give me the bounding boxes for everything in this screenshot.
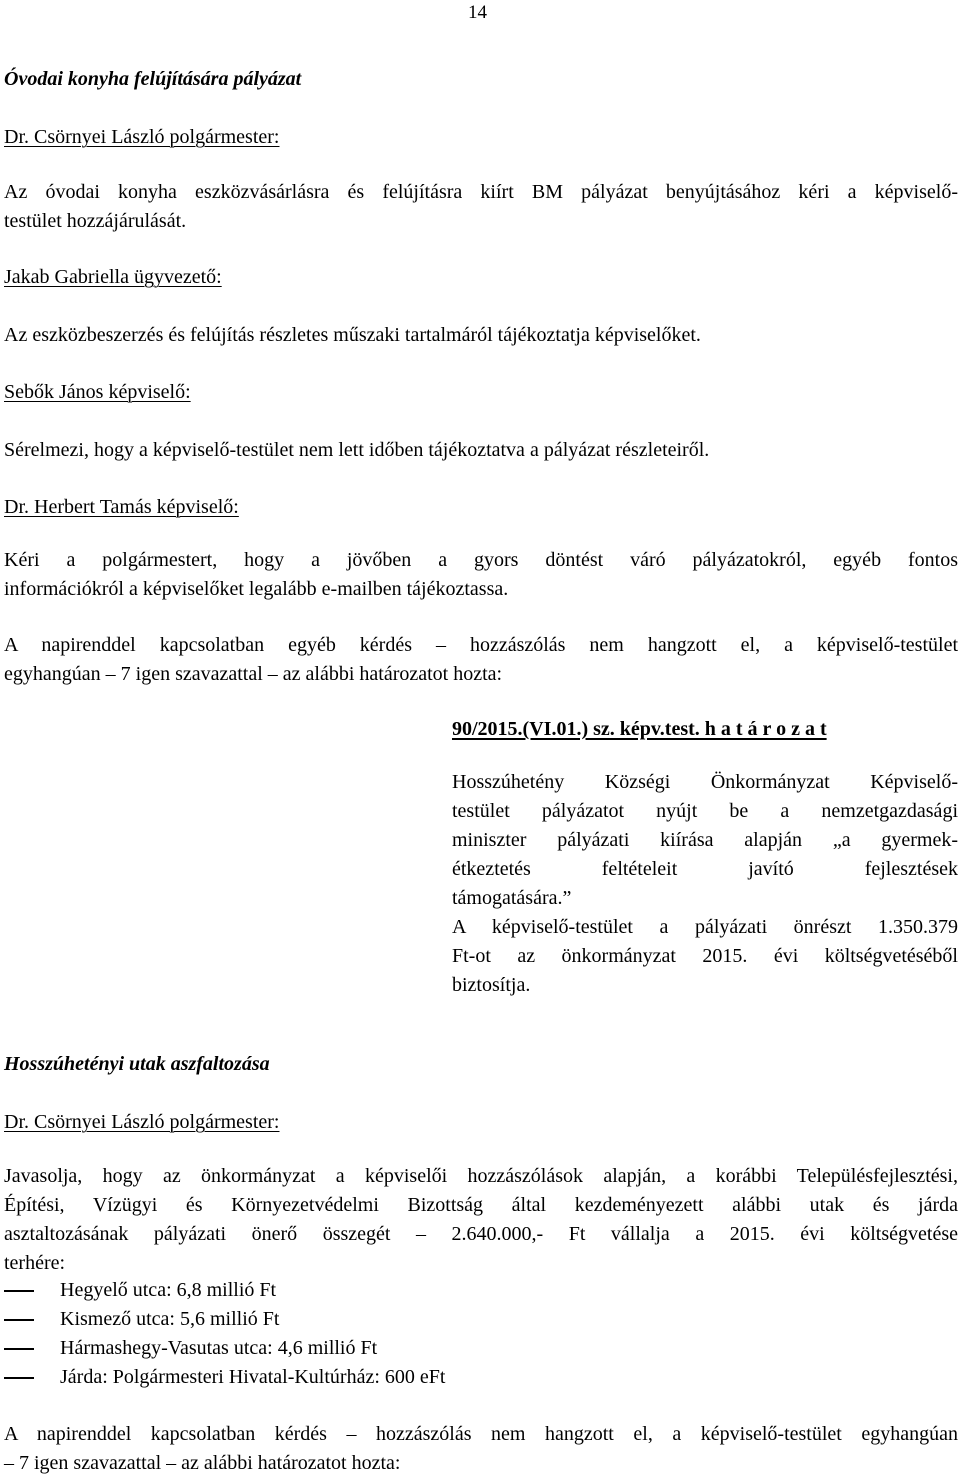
paragraph-line: Az óvodai konyha eszközvásárlásra és felújításra kiírt BM pályázat benyújtásához kéri a képviselő- (4, 181, 958, 203)
list-item-text: Hegyelő utca: 6,8 millió Ft (60, 1279, 277, 1301)
paragraph-line: Építési, Vízügyi és Környezetvédelmi Bizottság által kezdeményezett alábbi utak és járda (4, 1194, 958, 1216)
paragraph-roads-proposal (4, 1162, 958, 1278)
resolution-line: Ft-ot az önkormányzat 2015. évi költségvetéséből (452, 945, 958, 967)
paragraph-line: információkról a képviselőket legalább e-mailben tájékoztassa. (4, 578, 509, 600)
speaker-manager: Jakab Gabriella ügyvezető: (4, 266, 222, 288)
resolution-line: testület pályázatot nyújt be a nemzetgazdasági (452, 800, 958, 822)
dash-bullet-icon (4, 1290, 34, 1292)
resolution-line: Hosszúhetény Községi Önkormányzat Képviselő- (452, 771, 958, 793)
speaker-sebok: Sebők János képviselő: (4, 381, 191, 403)
section-title-roads: Hosszúhetényi utak aszfaltozása (4, 1053, 270, 1075)
paragraph-vote-2 (4, 1420, 958, 1478)
paragraph-line: A napirenddel kapcsolatban kérdés – hozzászólás nem hangzott el, a képviselő-testület egyhangúan (4, 1423, 958, 1445)
dash-bullet-icon (4, 1319, 34, 1321)
resolution-number: 90/2015.(VI.01.) sz. képv.test. h a t á r o z a t (452, 718, 827, 740)
paragraph-line: – 7 igen szavazattal – az alábbi határozatot hozta: (4, 1452, 401, 1474)
paragraph-line: terhére: (4, 1252, 66, 1274)
paragraph-line: A napirenddel kapcsolatban egyéb kérdés – hozzászólás nem hangzott el, a képviselő-testület (4, 634, 958, 656)
resolution-line: miniszter pályázati kiírása alapján „a gyermek- (452, 829, 958, 851)
resolution-line: támogatására.” (452, 887, 572, 909)
paragraph-sebok: Sérelmezi, hogy a képviselő-testület nem lett időben tájékoztatva a pályázat részleteiről. (4, 439, 710, 461)
speaker-herbert: Dr. Herbert Tamás képviselő: (4, 496, 239, 518)
list-item-text: Hármashegy-Vasutas utca: 4,6 millió Ft (60, 1337, 378, 1359)
paragraph-mayor-request (4, 178, 958, 236)
paragraph-line: asztaltozásának pályázati önerő összegét – 2.640.000,- Ft vállalja a 2015. évi költségvetése (4, 1223, 958, 1245)
resolution-body (452, 768, 958, 1000)
paragraph-line: egyhangúan – 7 igen szavazattal – az alábbi határozatot hozta: (4, 663, 503, 685)
paragraph-herbert (4, 546, 958, 604)
paragraph-line: Javasolja, hogy az önkormányzat a képviselői hozzászólások alapján, a korábbi Településfejlesztési, (4, 1165, 958, 1187)
dash-bullet-icon (4, 1348, 34, 1350)
paragraph-manager: Az eszközbeszerzés és felújítás részletes műszaki tartalmáról tájékoztatja képviselőket. (4, 324, 701, 346)
list-item-text: Kismező utca: 5,6 millió Ft (60, 1308, 280, 1330)
list-item-text: Járda: Polgármesteri Hivatal-Kultúrház: 600 eFt (60, 1366, 446, 1388)
paragraph-vote-1 (4, 631, 958, 689)
page-number: 14 (468, 2, 487, 23)
resolution-line: biztosítja. (452, 974, 531, 996)
dash-bullet-icon (4, 1377, 34, 1379)
resolution-line: A képviselő-testület a pályázati önrészt 1.350.379 (452, 916, 958, 938)
speaker-mayor-2: Dr. Csörnyei László polgármester: (4, 1111, 280, 1133)
paragraph-line: testület hozzájárulását. (4, 210, 187, 232)
paragraph-line: Kéri a polgármestert, hogy a jövőben a gyors döntést váró pályázatokról, egyéb fontos (4, 549, 958, 571)
resolution-line: étkeztetés feltételeit javító fejlesztések (452, 858, 958, 880)
section-title-kitchen: Óvodai konyha felújítására pályázat (4, 68, 302, 90)
speaker-mayor: Dr. Csörnyei László polgármester: (4, 126, 280, 148)
